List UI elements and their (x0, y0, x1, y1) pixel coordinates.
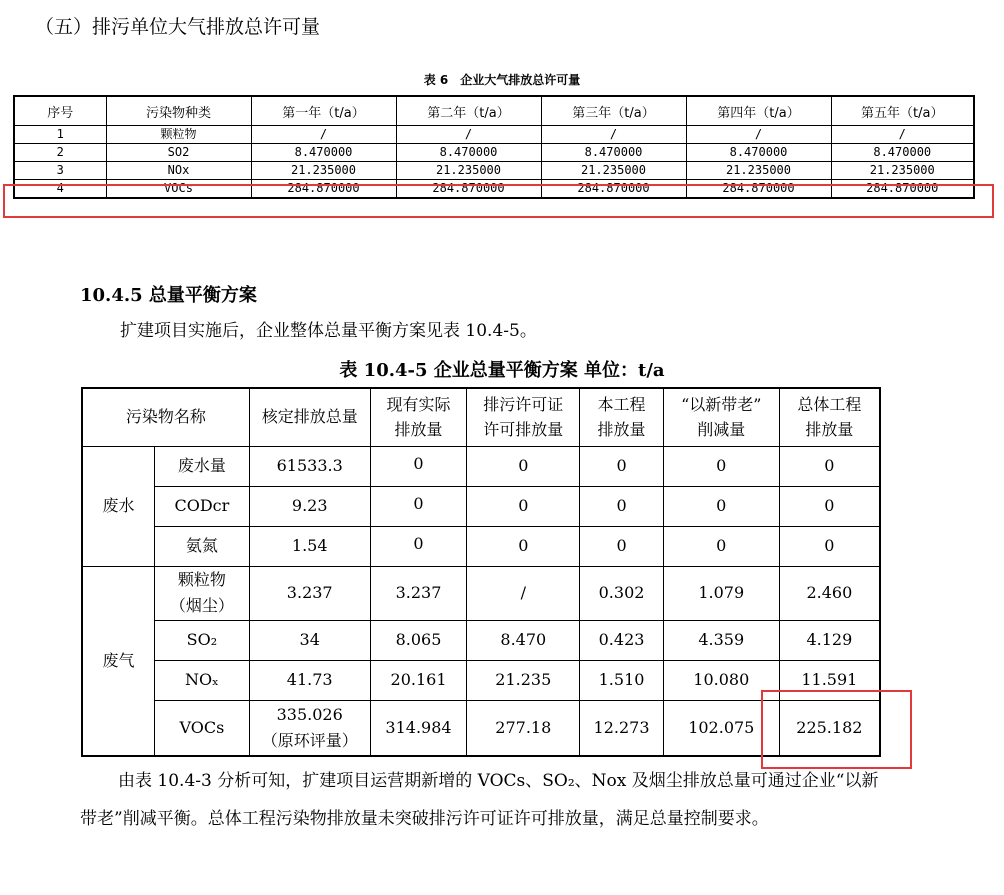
header-line: “以新带老” (681, 395, 762, 415)
table6-cell: 21.235000 (831, 162, 974, 180)
group-wastewater: 废水 (82, 446, 155, 566)
table-cell: 0 (580, 446, 664, 486)
header-line: 排污许可证 (483, 395, 564, 415)
table6-cell: 4 (14, 180, 106, 199)
table6-cell: 21.235000 (541, 162, 686, 180)
table6-cell: 8.470000 (686, 144, 831, 162)
table6-caption: 表 6 企业大气排放总许可量 (423, 73, 581, 87)
conclusion-paragraph: 由表 10.4-3 分析可知，扩建项目运营期新增的 VOCs、SO₂、Nox 及烟尘排放总量可通过企业“以新带老”削减平衡。总体工程污染物排放量未突破排污许可证许可排放量，满足总量控制要求。 (80, 771, 879, 829)
table6-cell: 284.870000 (831, 180, 974, 199)
table-cell: 0 (779, 526, 880, 566)
table6-cell: 8.470000 (831, 144, 974, 162)
table-header-row (82, 388, 880, 446)
table6-cell: / (396, 126, 541, 144)
table-cell: 4.129 (779, 620, 880, 660)
table6-cell: 8.470000 (251, 144, 396, 162)
table-cell: 102.075 (663, 700, 779, 756)
table-cell: 1.510 (580, 660, 664, 700)
table6-cell: 21.235000 (251, 162, 396, 180)
table-cell: 8.470 (467, 620, 580, 660)
table-cell: 34 (249, 620, 370, 660)
table-cell: / (467, 566, 580, 620)
header-line: 总体工程 (797, 395, 862, 415)
table-cell: 0.302 (580, 566, 664, 620)
table-cell: 9.23 (249, 486, 370, 526)
table6-cell: 1 (14, 126, 106, 144)
highlight-box-vocs-row (3, 184, 994, 218)
table6-cell: 2 (14, 144, 106, 162)
table-cell: 225.182 (779, 700, 880, 756)
table-cell: 1.54 (249, 526, 370, 566)
table-cell: 11.591 (779, 660, 880, 700)
cell-line: 335.026 (276, 704, 343, 724)
table6-cell: 284.870000 (541, 180, 686, 199)
header-approved-total: 核定排放总量 (249, 388, 370, 446)
header-overall-emission (779, 388, 880, 446)
header-reduction (663, 388, 779, 446)
table6-cell: / (541, 126, 686, 144)
table-cell (249, 700, 370, 756)
table-cell: VOCs (155, 700, 250, 756)
table6-cell: 284.870000 (686, 180, 831, 199)
table-cell: 0 (370, 526, 467, 566)
table-cell: CODcr (155, 486, 250, 526)
header-project-emission (580, 388, 664, 446)
table-cell: 1.079 (663, 566, 779, 620)
table6-header-cell: 序号 (14, 96, 106, 126)
table6-cell: 8.470000 (541, 144, 686, 162)
table-cell: 0 (580, 486, 664, 526)
table-cell: 3.237 (249, 566, 370, 620)
section-heading: （五）排污单位大气排放总许可量 (35, 16, 321, 38)
highlight-box-total-vocs (761, 690, 912, 769)
table6-header-cell: 第二年（t/a） (396, 96, 541, 126)
table-cell: 0 (779, 486, 880, 526)
table-cell: 0 (663, 526, 779, 566)
table-cell: 0 (370, 446, 467, 486)
table6-cell: SO2 (106, 144, 251, 162)
table-cell: 0 (779, 446, 880, 486)
table-cell: 0 (370, 486, 467, 526)
table-cell: 废水量 (155, 446, 250, 486)
table6-row (14, 144, 974, 162)
table6-header-cell: 第三年（t/a） (541, 96, 686, 126)
table-cell: 20.161 (370, 660, 467, 700)
header-pollutant-name: 污染物名称 (82, 388, 249, 446)
table6-row (14, 126, 974, 144)
table-row (82, 446, 880, 486)
table6-cell: 3 (14, 162, 106, 180)
table-cell: 0 (580, 526, 664, 566)
header-line: 许可排放量 (483, 420, 564, 440)
table6-cell: 21.235000 (686, 162, 831, 180)
table6-cell: 21.235000 (396, 162, 541, 180)
header-line: 排放量 (597, 420, 646, 440)
table-cell: 3.237 (370, 566, 467, 620)
cell-line: 颗粒物 (177, 570, 226, 589)
table6-cell: / (686, 126, 831, 144)
table-cell: 61533.3 (249, 446, 370, 486)
table-cell: 0 (467, 446, 580, 486)
table-cell: 0 (467, 486, 580, 526)
header-line: 本工程 (597, 395, 646, 415)
table-cell: 277.18 (467, 700, 580, 756)
header-line: 排放量 (394, 420, 443, 440)
header-permit-emission (467, 388, 580, 446)
cell-line: （烟尘） (169, 596, 234, 615)
table-cell: 0 (663, 446, 779, 486)
table-cell: 10.080 (663, 660, 779, 700)
table-cell: NOₓ (155, 660, 250, 700)
table6-header-cell: 污染物种类 (106, 96, 251, 126)
table-row (82, 526, 880, 566)
table-cell: 4.359 (663, 620, 779, 660)
table-row (82, 486, 880, 526)
table-row (82, 566, 880, 620)
table-cell: SO₂ (155, 620, 250, 660)
header-line: 排放量 (805, 420, 854, 440)
table-cell: 氨氮 (155, 526, 250, 566)
table-10-4-5-caption: 表 10.4-5 企业总量平衡方案 单位：t/a (339, 360, 665, 381)
table-cell: 41.73 (249, 660, 370, 700)
cell-line: （原环评量） (261, 730, 358, 750)
table-cell (155, 566, 250, 620)
header-actual-emission (370, 388, 467, 446)
intro-paragraph: 扩建项目实施后，企业整体总量平衡方案见表 10.4-5。 (120, 321, 537, 341)
table6-cell: / (251, 126, 396, 144)
table6-cell: VOCs (106, 180, 251, 199)
table6-header-cell: 第四年（t/a） (686, 96, 831, 126)
table6-cell: 284.870000 (251, 180, 396, 199)
table6-cell: / (831, 126, 974, 144)
table-cell: 0.423 (580, 620, 664, 660)
table-cell: 21.235 (467, 660, 580, 700)
table6-header-cell: 第五年（t/a） (831, 96, 974, 126)
table-cell: 8.065 (370, 620, 467, 660)
table-cell: 314.984 (370, 700, 467, 756)
table6-header-row (14, 96, 974, 126)
table6-cell: 8.470000 (396, 144, 541, 162)
table-cell: 0 (467, 526, 580, 566)
table6-cell: 颗粒物 (106, 126, 251, 144)
section-10-4-5-heading: 10.4.5 总量平衡方案 (80, 285, 257, 306)
table6-cell: NOx (106, 162, 251, 180)
table6-header-cell: 第一年（t/a） (251, 96, 396, 126)
header-line: 现有实际 (386, 395, 451, 415)
table6-cell: 284.870000 (396, 180, 541, 199)
table-row (82, 620, 880, 660)
header-line: 削减量 (697, 420, 746, 440)
group-waste-gas: 废气 (82, 566, 155, 756)
table-cell: 2.460 (779, 566, 880, 620)
table-cell: 0 (663, 486, 779, 526)
table-cell: 12.273 (580, 700, 664, 756)
table6-row (14, 162, 974, 180)
